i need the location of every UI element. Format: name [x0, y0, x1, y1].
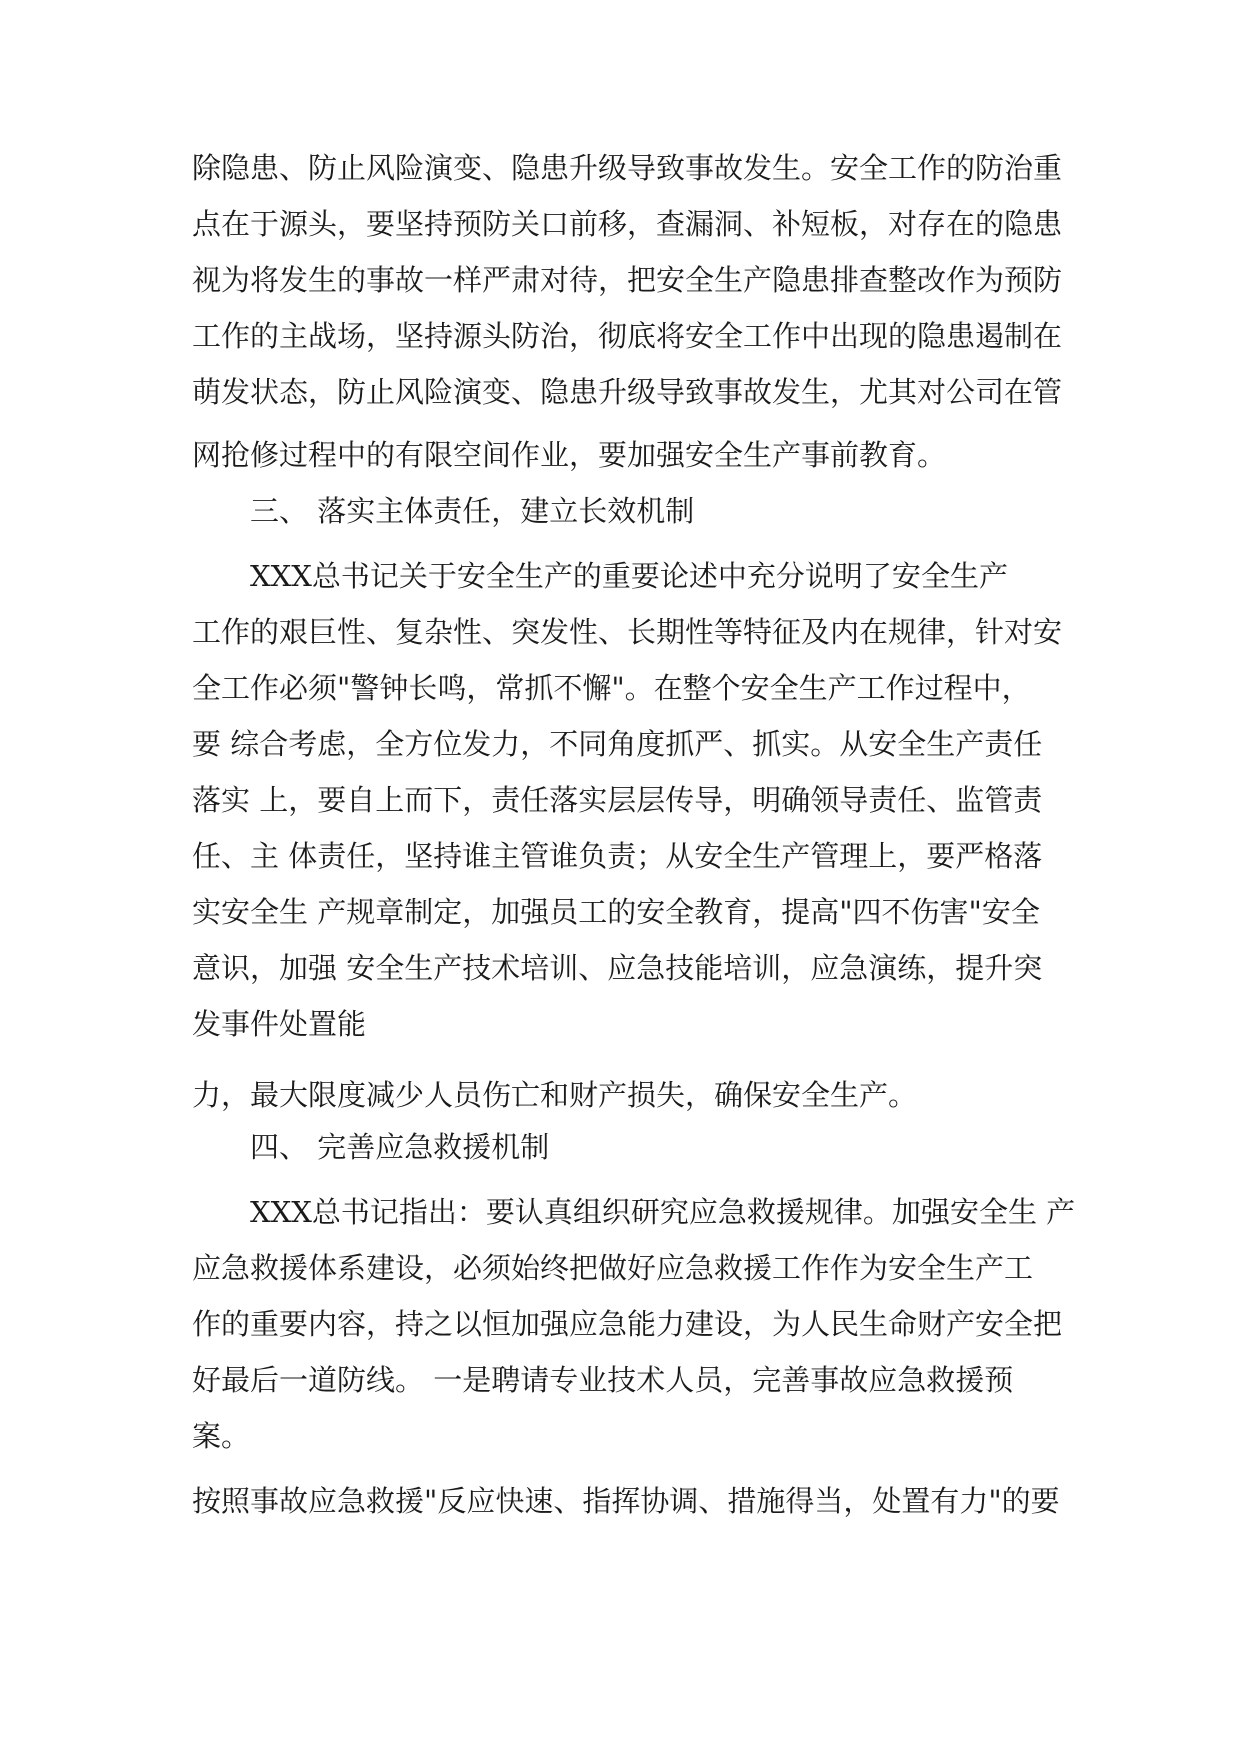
paragraph-1-line-4: 工作的主战场，坚持源头防治，彻底将安全工作中出现的隐患遏制在 — [192, 319, 1063, 353]
paragraph-2-line-2: 工作的艰巨性、复杂性、突发性、长期性等特征及内在规律，针对安 — [192, 615, 1063, 649]
paragraph-2-line-10: 力，最大限度减少人员伤亡和财产损失，确保安全生产。 — [192, 1078, 918, 1112]
paragraph-1-line-2: 点在于源头，要坚持预防关口前移，查漏洞、补短板，对存在的隐患 — [192, 207, 1063, 241]
paragraph-1-line-5: 萌发状态，防止风险演变、隐患升级导致事故发生，尤其对公司在管 — [192, 375, 1063, 409]
paragraph-2-line-7: 实安全生 产规章制定，加强员工的安全教育，提高"四不伤害"安全 — [192, 895, 1040, 929]
paragraph-2-line-5: 落实 上，要自上而下，责任落实层层传导，明确领导责任、监管责 — [192, 783, 1043, 817]
section-heading-4: 四、 完善应急救援机制 — [250, 1130, 550, 1164]
paragraph-2-line-9: 发事件处置能 — [192, 1007, 367, 1041]
paragraph-2-line-8: 意识，加强 安全生产技术培训、应急技能培训，应急演练，提升突 — [192, 951, 1043, 985]
paragraph-3-line-1: XXX总书记指出：要认真组织研究应急救援规律。加强安全生 产 — [250, 1195, 1076, 1229]
paragraph-3-line-5: 案。 — [192, 1419, 251, 1453]
paragraph-3-line-4: 好最后一道防线。 一是聘请专业技术人员，完善事故应急救援预 — [192, 1363, 1014, 1397]
paragraph-2-line-1: XXX总书记关于安全生产的重要论述中充分说明了安全生产 — [250, 559, 1008, 593]
paragraph-2-line-6: 任、主 体责任，坚持谁主管谁负责；从安全生产管理上，要严格落 — [192, 839, 1043, 873]
paragraph-1-line-3: 视为将发生的事故一样严肃对待，把安全生产隐患排查整改作为预防 — [192, 263, 1063, 297]
section-heading-3: 三、 落实主体责任，建立长效机制 — [250, 494, 695, 528]
paragraph-2-line-4: 要 综合考虑，全方位发力，不同角度抓严、抓实。从安全生产责任 — [192, 727, 1043, 761]
paragraph-2-line-3: 全工作必须"警钟长鸣，常抓不懈"。在整个安全生产工作过程中， — [192, 671, 1031, 705]
paragraph-1-line-6: 网抢修过程中的有限空间作业，要加强安全生产事前教育。 — [192, 438, 947, 472]
paragraph-3-line-2: 应急救援体系建设，必须始终把做好应急救援工作作为安全生产工 — [192, 1251, 1034, 1285]
paragraph-4-line-1: 按照事故应急救援"反应快速、指挥协调、措施得当，处置有力"的要 — [192, 1484, 1060, 1518]
paragraph-1-line-1: 除隐患、防止风险演变、隐患升级导致事故发生。安全工作的防治重 — [192, 151, 1063, 185]
paragraph-3-line-3: 作的重要内容，持之以恒加强应急能力建设，为人民生命财产安全把 — [192, 1307, 1063, 1341]
